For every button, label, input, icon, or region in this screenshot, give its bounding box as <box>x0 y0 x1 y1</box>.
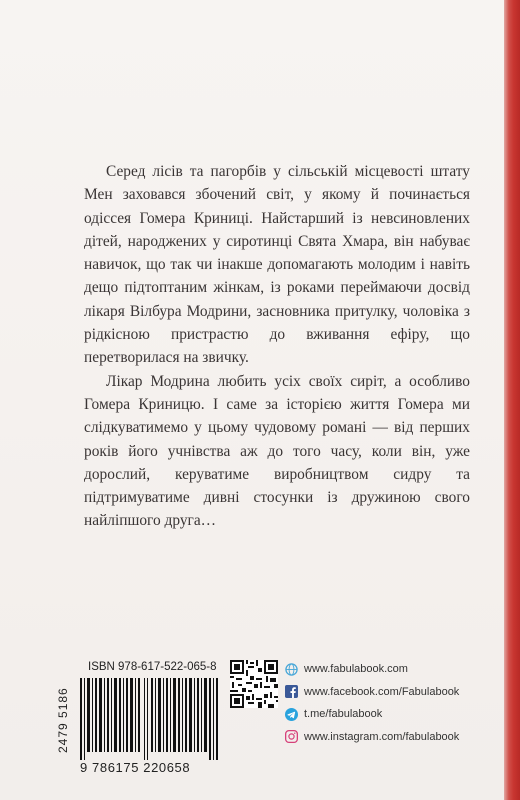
instagram-icon <box>285 730 298 743</box>
facebook-icon <box>285 685 298 698</box>
globe-icon <box>285 663 298 676</box>
qr-code[interactable] <box>230 660 278 708</box>
blurb-paragraph-2: Лікар Модрина любить усіх своїх сиріт, а особливо Гомера Криницю. І саме за історією життя Гомера ми слідкуватимемо у цьому чудовому романі — від перших років його учнівства аж до того часу, коли він, уже дорослий, керуватиме виробництвом сидру та підтримуватиме дивні стосунки із дружиною свого найліпшого друга… <box>84 372 470 530</box>
contact-instagram-text: www.instagram.com/fabulabook <box>304 730 460 743</box>
contact-telegram[interactable] <box>285 703 500 725</box>
blurb-paragraph-1: Серед лісів та пагорбів у сільській місцевості штату Мен заховався збочений світ, у якому й починається одіссея Гомера Криниці. Найстарший із невсиновлених дітей, народжених у сиротинці Свята Хмара, він набуває навичок, що так чи інакше допомагають молодим і навіть дещо підтоптаним жінкам, із роками переймаючи досвід лікаря Вілбура Модрини, засновника притулку, чоловіка з рідкісною пристрастю до вживання ефіру, що перетворилася на звичку. <box>84 163 470 367</box>
contact-website[interactable] <box>285 658 500 680</box>
barcode-side-code: 2479 5186 <box>56 687 70 753</box>
contact-facebook-text: www.facebook.com/Fabulabook <box>304 685 460 698</box>
telegram-icon <box>285 708 298 721</box>
spine-edge <box>504 0 520 800</box>
barcode-bars <box>78 678 220 760</box>
publisher-contacts <box>285 658 500 748</box>
book-blurb <box>84 160 470 533</box>
contact-telegram-text: t.me/fabulabook <box>304 708 383 720</box>
contact-instagram[interactable] <box>285 726 500 748</box>
barcode-digits: 9 786175 220658 <box>80 760 191 775</box>
isbn-number: ISBN 978-617-522-065-8 <box>88 661 217 673</box>
isbn-barcode <box>56 660 216 780</box>
contact-facebook[interactable] <box>285 681 500 703</box>
contact-website-text: www.fabulabook.com <box>304 663 408 675</box>
